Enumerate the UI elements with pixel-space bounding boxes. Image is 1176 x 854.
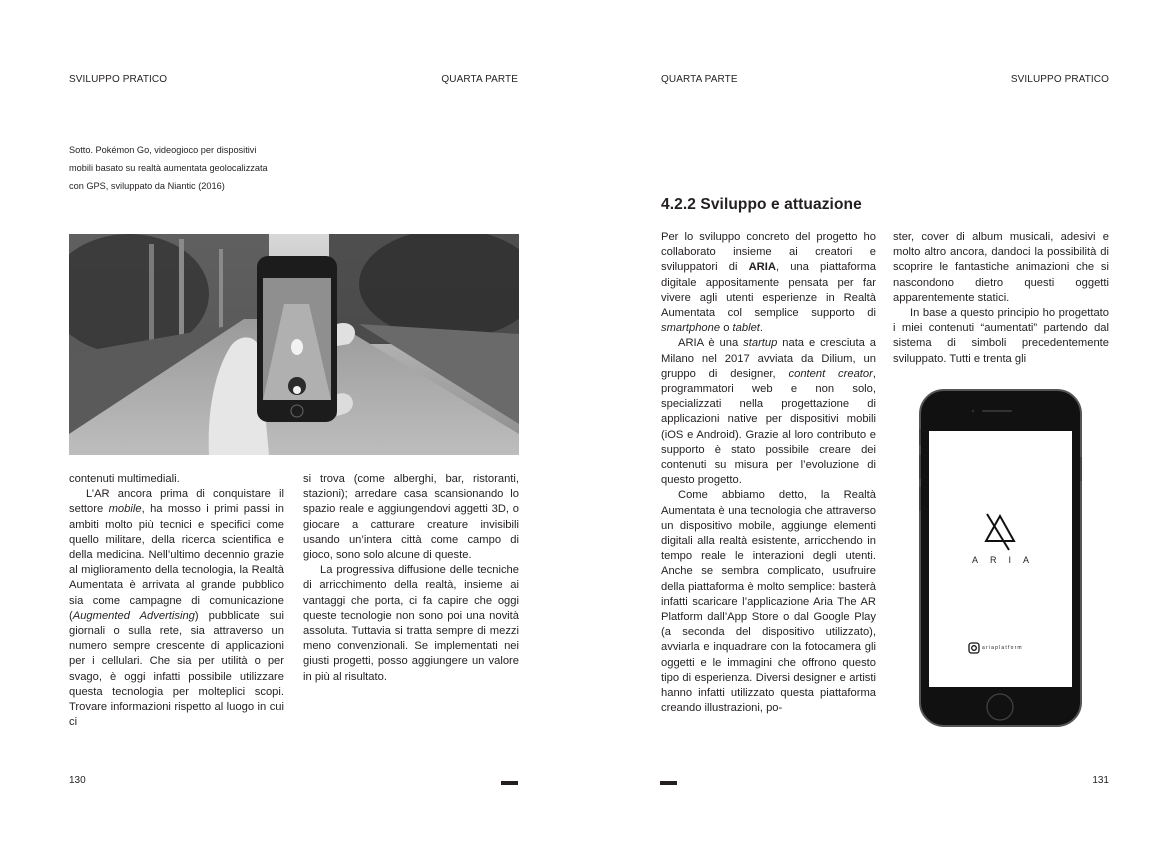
section-heading: 4.2.2 Sviluppo e attuazione [661, 196, 862, 213]
text-run: L’AR ancora prima di conquistare il settore [69, 488, 284, 516]
paragraph [661, 230, 876, 336]
page-number: 131 [1092, 775, 1109, 786]
text-run: Per lo sviluppo concreto del progetto ho collaborato insieme ai creatori e sviluppatori di [661, 231, 876, 274]
paragraph: Come abbiamo detto, la Realtà Aumentata è una tecnologia che attraverso un dispositivo mobile, aggiunge elementi digitali alla realtà esistente, arricchendo in tempo reale le interazioni degli utenti. Anche se sembra complicato, usufruire della piattaforma è molto semplice: basterà infatti scaricare l’applicazione Aria The AR Platform dall’App Store o dal Google Play (a seconda del dispositivo utilizzato), avviarla e inquadrare con la fotocamera gli oggetti e le immagini che offrono questo tipo di esperienza. Diversi designer e artisti hanno infatti utilizzato questa piattaforma creando illustrazioni, po- [661, 489, 876, 715]
body-column-1 [69, 472, 284, 730]
body-column-2 [893, 230, 1109, 367]
paragraph: contenuti multimediali. [69, 473, 180, 485]
instagram-handle: ariaplatform [982, 645, 1023, 651]
text-run: , una piattaforma digitale appositamente pensata per far vivere agli utenti esperienze in Realtà Aumentata col semplice supporto di [661, 261, 876, 320]
paragraph [69, 487, 284, 730]
page-number: 130 [69, 775, 86, 786]
italic-term: smartphone [661, 322, 721, 335]
paragraph: si trova (come alberghi, bar, ristoranti, stazioni); arredare casa scansionando lo spazio reale e aggiungendovi aggetti 3D, o giocare a catturare creature invisibili usando un’intera città come campo di gioco, sono solo alcune di queste. [303, 473, 519, 562]
page-marker-bar [660, 781, 677, 785]
text-run: . [759, 322, 764, 335]
caption-line: con GPS, sviluppato da Niantic (2016) [69, 181, 225, 191]
aria-logo-text: ARIA [971, 555, 1041, 565]
text-run: , ha mosso i primi passi in ambiti molto più tecnici e specifici come quello militare, della ricerca scientifica e della medicina. Nell’ultimo decennio grazie al miglioramento della tecnologia, la Realtà Aumentata è arrivata al grande pubblico sia come campagne di comunicazione ( [69, 503, 285, 622]
text-run: nata e cresciuta a Milano nel 2017 avviata da Dilium, un gruppo di designer, [661, 337, 876, 380]
italic-term: Augmented Advertising [72, 609, 195, 622]
body-column-1 [661, 230, 876, 717]
text-run: , programmatori web e non solo, specializzati nella progettazione di applicazioni native per dispositivi mobili (iOS e Android). Grazie al loro contributo e supporto è stato possibile creare dei contenuti su misura per l’evoluzione di questo progetto. [661, 367, 876, 487]
bold-term: ARIA [748, 261, 776, 274]
right-page [588, 0, 1176, 854]
italic-term: mobile [108, 503, 142, 516]
photo-caption [69, 141, 309, 195]
body-column-2 [303, 472, 519, 685]
paragraph [661, 336, 876, 488]
caption-line: Sotto. Pokémon Go, videogioco per dispositivi [69, 145, 257, 155]
text-run: ) pubblicate sui giornali o sulla rete, sia attraverso un numero sempre crescente di applicazioni per i cellulari. Che sia per utilità o per svago, è oggi infatti possibile utilizzare questa tecnologia per molteplici scopi. Trovare informazioni rispetto al luogo in cui ci [69, 609, 285, 729]
italic-term: content creator [788, 367, 873, 380]
page-marker-bar [501, 781, 518, 785]
caption-line: mobili basato su realtà aumentata geolocalizzata [69, 163, 268, 173]
running-header-left: SVILUPPO PRATICO [69, 74, 168, 85]
running-header-left: QUARTA PARTE [661, 74, 738, 85]
italic-term: startup [743, 337, 778, 350]
paragraph: ster, cover di album musicali, adesivi e molto altro ancora, dandoci la possibilità di scoprire le fantastiche animazioni che si nascondono dietro questi oggetti apparentemente statici. [893, 231, 1109, 304]
running-header-right: SVILUPPO PRATICO [1010, 74, 1109, 85]
paragraph: In base a questo principio ho progettato i miei contenuti “aumentati” partendo dal sistema di simboli precedentemente sviluppato. Tutti e trenta gli [893, 307, 1109, 365]
pokemon-go-photo [69, 234, 519, 455]
aria-phone-mockup [919, 389, 1082, 727]
paragraph: La progressiva diffusione delle tecniche di arricchimento della realtà, insieme ai vantaggi che porta, ci fa capire che oggi queste tecnologie non sono poi una novità assoluta. Tuttavia si tratta sempre di mezzi meno convenzionali. Se implementati nei giusti progetti, posso aggiungere un valore in più al risultato. [303, 564, 519, 683]
running-header-right: QUARTA PARTE [441, 74, 518, 85]
photo-illustration [69, 234, 519, 455]
text-run: o [720, 322, 733, 335]
text-run: ARIA è una [678, 337, 744, 350]
italic-term: tablet [732, 322, 760, 335]
